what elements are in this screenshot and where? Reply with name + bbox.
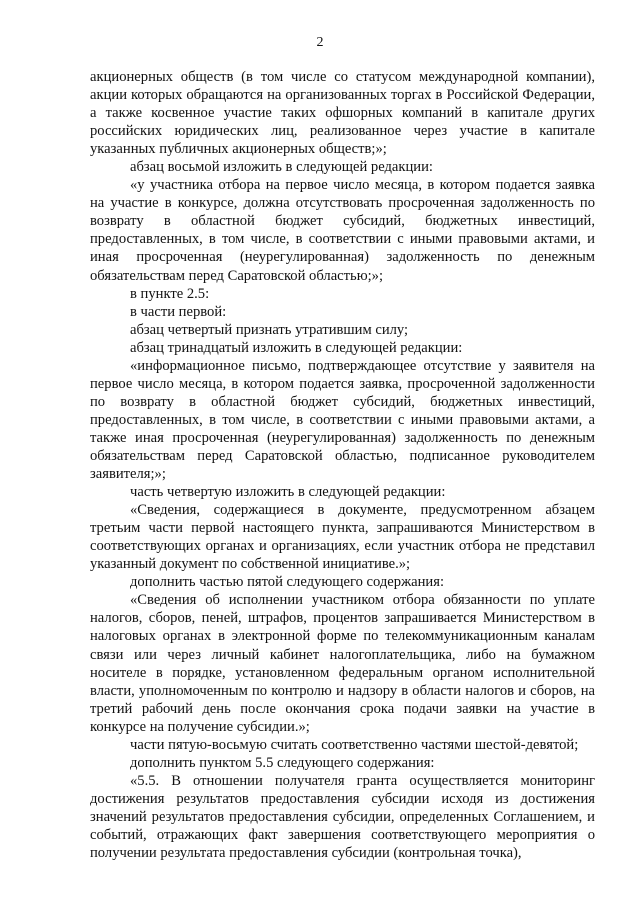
paragraph: части пятую-восьмую считать соответственно частями шестой-девятой; — [130, 736, 579, 753]
paragraph: «Сведения, содержащиеся в документе, предусмотренном абзацем третьим части первой настоящего пункта, запрашиваются Министерством в соответствующих органах и организациях, если участник отбора не представил указанный документ по собственной инициативе.»; — [90, 502, 595, 573]
page-number: 2 — [316, 35, 324, 50]
paragraph: абзац четвертый признать утратившим силу; — [130, 321, 409, 338]
paragraph: в пункте 2.5: — [130, 285, 210, 302]
paragraph: дополнить частью пятой следующего содержания: — [130, 574, 445, 591]
paragraph: акционерных обществ (в том числе со статусом международной компании), акции которых обращаются на организованных торгах в Российской Федерации, а также косвенное участие таких офшорных компаний в капитале других российских юридических лиц, реализованное через участие в капитале указанных публичных акционерных обществ;»; — [90, 69, 595, 158]
paragraph: дополнить пунктом 5.5 следующего содержания: — [130, 754, 435, 771]
paragraph: «5.5. В отношении получателя гранта осуществляется мониторинг достижения результатов предоставления субсидии исходя из достижения значений результатов предоставления субсидии, определенных Соглашением, и событий, отражающих факт завершения соответствующего мероприятия о получении результата предоставления субсидии (контрольная точка), — [90, 772, 595, 862]
paragraph: «информационное письмо, подтверждающее отсутствие у заявителя на первое число месяца, в котором подается заявка, просроченной задолженности по возврату в областной бюджет субсидий, бюджетных инвестиций, предоставленных, в том числе, в соответствии с иными правовыми актами, а также иная просроченная (неурегулированная) задолженность по денежным обязательствам перед Саратовской областью, подписанное руководителем заявителя;»; — [90, 357, 595, 483]
paragraph: в части первой: — [130, 303, 227, 320]
paragraph: «Сведения об исполнении участником отбора обязанности по уплате налогов, сборов, пеней, штрафов, процентов запрашивается Министерством в налоговых органах в электронной форме по телекоммуникационным каналам связи или через личный кабинет налогоплательщика, либо на бумажном носителе в порядке, установленном федеральным органом исполнительной власти, уполномоченным по контролю и надзору в области налогов и сборов, на третий рабочий день после окончания срока подачи заявки на участие в конкурсе на получение субсидии.»; — [90, 592, 595, 735]
paragraph: «у участника отбора на первое число месяца, в котором подается заявка на участие в конкурсе, должна отсутствовать просроченная задолженность по возврату в областной бюджет субсидий, бюджетных инвестиций, предоставленных, в том числе, в соответствии с иными правовыми актами, и иная просроченная (неурегулированная) задолженность по денежным обязательствам перед Саратовской областью;»; — [90, 177, 595, 284]
paragraph: абзац восьмой изложить в следующей редакции: — [130, 159, 433, 176]
paragraph: часть четвертую изложить в следующей редакции: — [130, 484, 446, 501]
paragraph: абзац тринадцатый изложить в следующей редакции: — [130, 339, 463, 356]
document-body — [90, 68, 595, 862]
